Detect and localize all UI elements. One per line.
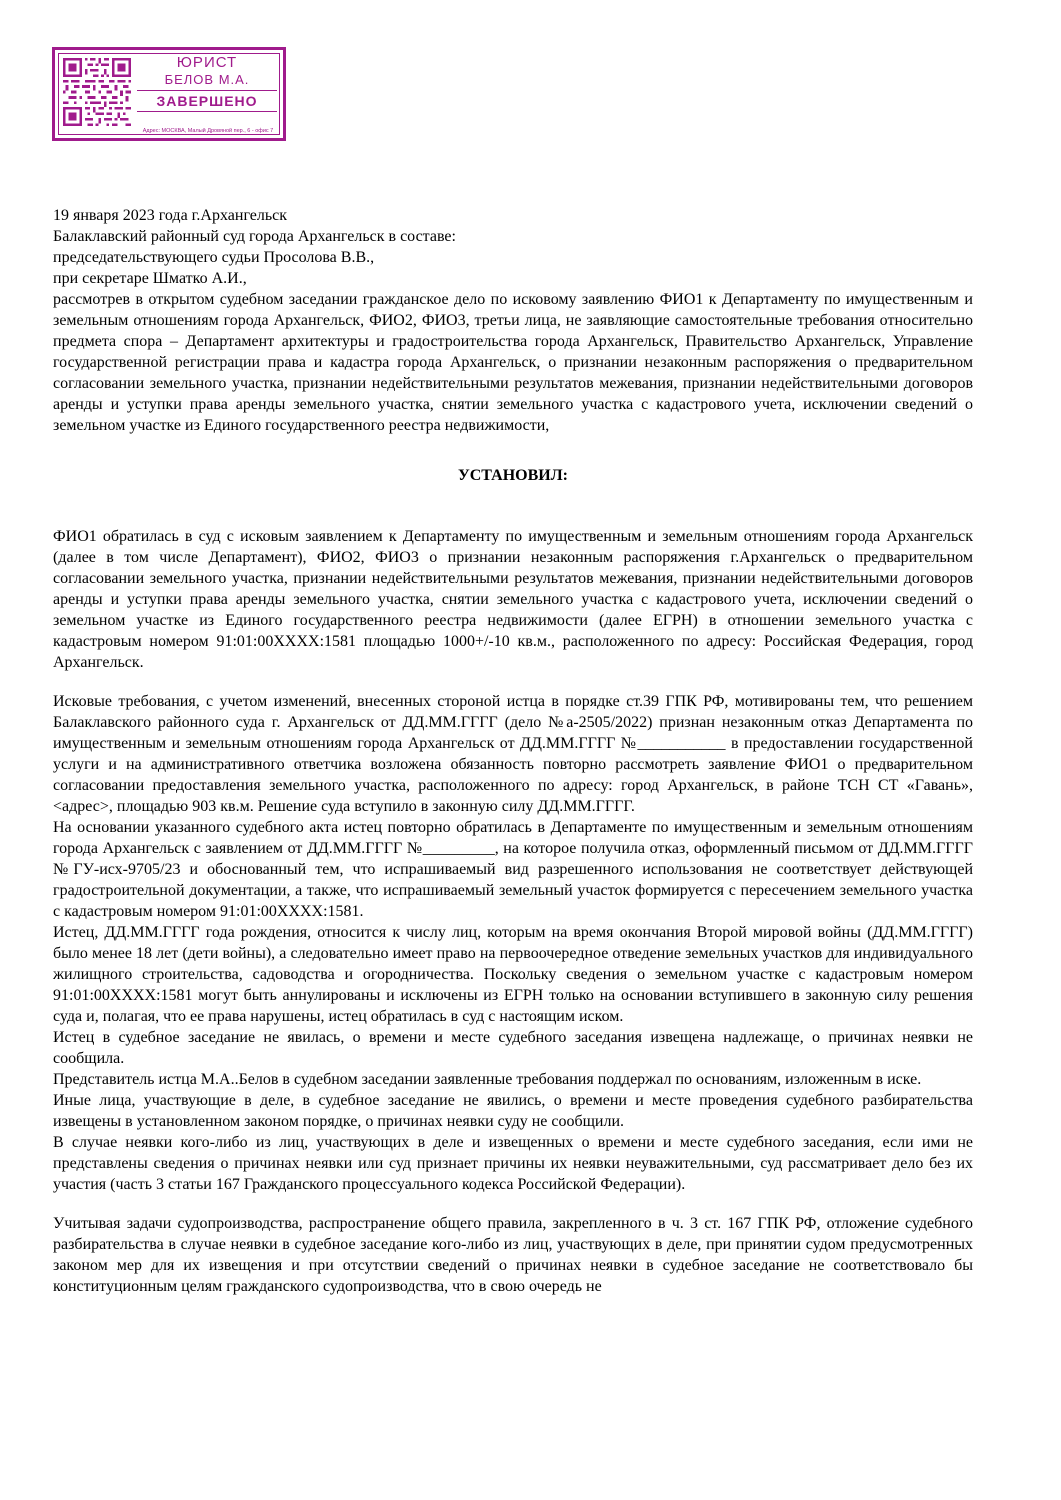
header-court-line: Балаклавский районный суд города Архангельск в составе: (53, 228, 456, 245)
paragraph-repeat-appeal: На основании указанного судебного акта истец повторно обратилась в Департаменте по имущественным и земельным отношениям города Архангельск с заявлением от ДД.ММ.ГГГГ №_________, на которое получила отказ, оформленный письмом от ДД.ММ.ГГГГ №ГУ-исх-9705/23 и обоснованный тем, что испрашиваемый вид разрешенного использования не соответствует действующей градостроительной документации, а также, что испрашиваемый земельный участок формируется с пересечением земельного участка с кадастровым номером 91:01:00ХХХХ:1581. (53, 819, 973, 920)
stamp-status: ЗАВЕРШЕНО (137, 90, 277, 112)
paragraph-plaintiff-absent: Истец в судебное заседание не явилась, о времени и месте судебного заседания извещена надлежаще, о причинах неявки не сообщила. (53, 1029, 973, 1067)
stamp-text-block (137, 54, 277, 112)
paragraph-absence-rule: В случае неявки кого-либо из лиц, участвующих в деле и извещенных о времени и месте судебного заседания, если ими не представлены сведения о причинах неявки или суд признает причины их неявки неуважительными, суд рассматривает дело без их участия (часть 3 статьи 167 Гражданского процессуального кодекса Российской Федерации). (53, 1134, 973, 1193)
stamp-lawyer-name: БЕЛОВ М.А. (164, 72, 250, 87)
lawyer-stamp (52, 47, 286, 141)
paragraph-other-parties: Иные лица, участвующие в деле, в судебное заседание не явились, о времени и месте проведения судебного разбирательства извещены в установленном законом порядке, о причинах неявки суду не сообщили. (53, 1092, 973, 1130)
paragraph-requirements: Исковые требования, с учетом изменений, внесенных стороной истца в порядке ст.39 ГПК РФ, мотивированы тем, что решением Балаклавского районного суда г. Архангельск от ДД.ММ.ГГГГ (дело №а-2505/2022) признан незаконным отказ Департамента по имущественным и земельным отношениям города Архангельск от ДД.ММ.ГГГГ №___________ в предоставлении государственной услуги и на административного ответчика возложена обязанность повторно рассмотреть заявление ФИО1 о предварительном согласовании предоставления земельного участка, расположенного по адресу: город Архангельск, в районе ТСН СТ «Гавань», <адрес>, площадью 903 кв.м. Решение суда вступило в законную силу ДД.ММ.ГГГГ. (53, 693, 973, 815)
paragraph-representative: Представитель истца М.А..Белов в судебном заседании заявленные требования поддержал по основаниям, изложенным в иске. (53, 1071, 922, 1088)
paragraph-procedure: Учитывая задачи судопроизводства, распространение общего правила, закрепленного в ч. 3 ст. 167 ГПК РФ, отложение судебного разбирательства в случае неявки в судебное заседание кого-либо из лиц, участвующих в деле, при принятии судом предусмотренных законом мер для их извещения и при отсутствии сведений о причинах неявки в судебное заседание не соответствовало бы конституционным целям гражданского судопроизводства, что в свою очередь не (53, 1215, 973, 1295)
paragraph-claim: ФИО1 обратилась в суд с исковым заявлением к Департаменту по имущественным и земельным отношениям города Архангельск (далее в том числе Департамент), ФИО2, ФИО3 о признании незаконным распоряжения г.Архангельск о предварительном согласовании земельного участка, признании недействительными результатов межевания, признании недействительными договоров аренды и уступки права аренды земельного участка, снятии земельного участка с кадастрового учета, исключении сведений о земельном участке из Единого государственного реестра недвижимости (далее ЕГРН) в отношении земельного участка с кадастровым номером 91:01:00ХХХХ:1581 площадью 1000+/-10 кв.м., расположенного по адресу: Российская Федерация, город Архангельск. (53, 528, 973, 671)
header-date-line: 19 января 2023 года г.Архангельск (53, 207, 288, 224)
qr-code-icon (63, 58, 131, 126)
paragraph-plaintiff-status: Истец, ДД.ММ.ГГГГ года рождения, относится к числу лиц, которым на время окончания Второй мировой войны (ДД.ММ.ГГГГ) было менее 18 лет (дети войны), а следовательно имеет право на первоочередное отведение земельных участков для индивидуального жилищного строительства, садоводства и огородничества. Поскольку сведения о земельном участке с кадастровым номером 91:01:00ХХХХ:1581 могут быть аннулированы и исключены из ЕГРН только на основании вступившего в законную силу решения суда и, полагая, что ее права нарушены, истец обратилась в суд с настоящим иском. (53, 924, 973, 1025)
intro-paragraph: рассмотрев в открытом судебном заседании гражданское дело по исковому заявлению ФИО1 к Департаменту по имущественным и земельным отношениям города Архангельск, ФИО2, ФИО3, третьи лица, не заявляющие самостоятельные требования относительно предмета спора – Департамент архитектуры и градостроительства города Архангельск, Правительство Архангельск, Управление государственной регистрации права и кадастра города Архангельск, о признании незаконным распоряжения о предварительном согласовании земельного участка, признании недействительными результатов межевания, признании недействительными договоров аренды и уступки права аренды земельного участка, снятии земельного участка с кадастрового учета, исключении сведений о земельном участке из Единого государственного реестра недвижимости, (53, 291, 973, 434)
header-secretary-line: при секретаре Шматко А.И., (53, 270, 247, 287)
section-heading: УСТАНОВИЛ: (458, 467, 568, 484)
header-judge-line: председательствующего судьи Просолова В.В., (53, 249, 375, 266)
document-body (53, 205, 973, 1297)
stamp-address: Адрес: МОСКВА, Малый Дровяной пер., 6 - офис 7 (142, 128, 274, 134)
stamp-title: ЮРИСТ (176, 54, 238, 71)
